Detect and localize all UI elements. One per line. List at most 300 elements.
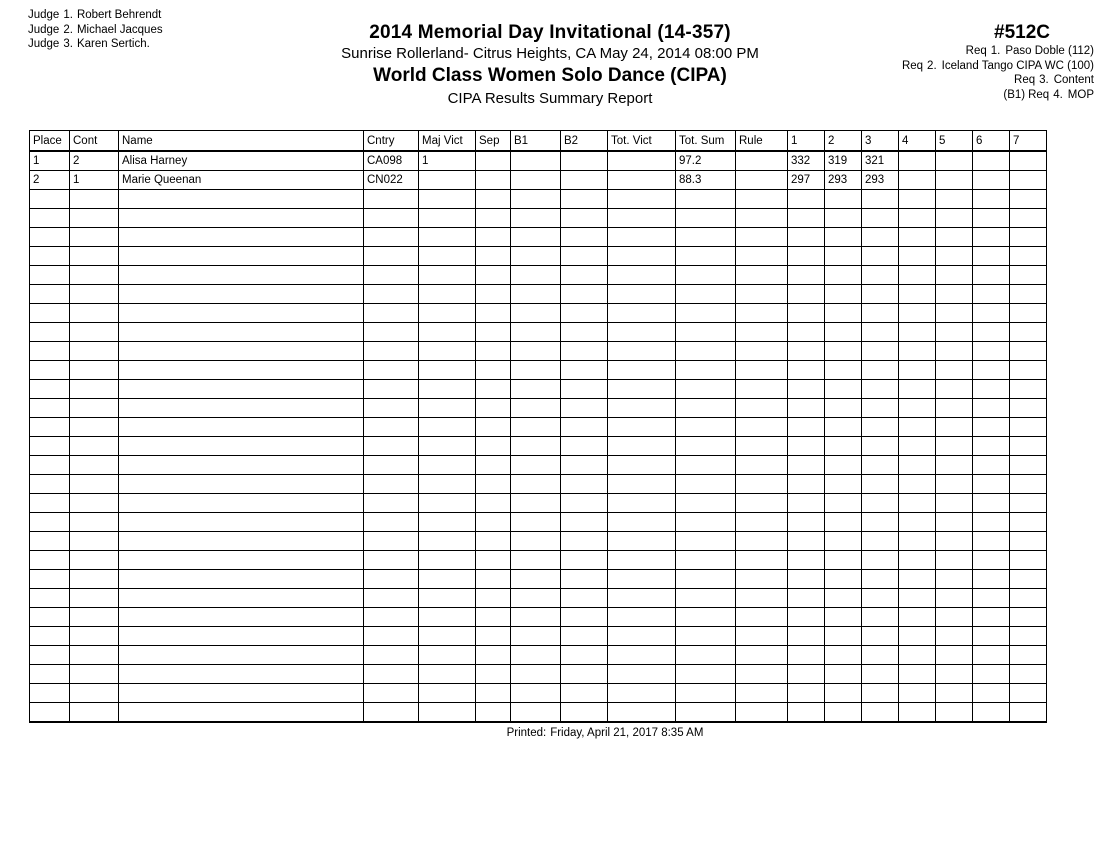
cell-tot-sum [676,646,736,665]
cell-cont [70,665,119,684]
cell-tot-sum [676,589,736,608]
cell-judge-1 [788,608,825,627]
cell-judge-3 [862,228,899,247]
cell-b2 [561,228,608,247]
cell-b1 [511,151,561,171]
cell-cont [70,190,119,209]
cell-rule [736,247,788,266]
table-row [30,266,1047,285]
cell-judge-3 [862,551,899,570]
cell-judge-6 [973,570,1010,589]
cell-judge-4 [899,532,936,551]
cell-tot-vict [608,551,676,570]
cell-cont [70,608,119,627]
cell-judge-2 [825,532,862,551]
cell-judge-6 [973,437,1010,456]
cell-place [30,323,70,342]
cell-judge-1 [788,399,825,418]
cell-judge-2 [825,190,862,209]
cell-judge-7 [1010,475,1047,494]
cell-cont [70,532,119,551]
cell-rule [736,570,788,589]
cell-judge-4 [899,418,936,437]
cell-name [119,342,364,361]
cell-judge-3 [862,285,899,304]
cell-place [30,570,70,589]
cell-tot-sum [676,228,736,247]
cell-judge-4 [899,285,936,304]
judge-label: Judge [28,23,60,36]
cell-b1 [511,171,561,190]
cell-judge-4 [899,380,936,399]
cell-sep [476,627,511,646]
cell-rule [736,589,788,608]
cell-judge-5 [936,494,973,513]
column-header-judge-6: 6 [973,131,1010,152]
cell-place [30,266,70,285]
cell-judge-7 [1010,513,1047,532]
cell-judge-5 [936,285,973,304]
table-row [30,418,1047,437]
cell-judge-7 [1010,151,1047,171]
table-body [30,151,1047,722]
cell-b2 [561,361,608,380]
table-row [30,589,1047,608]
cell-judge-3 [862,266,899,285]
cell-judge-6 [973,494,1010,513]
cell-name [119,266,364,285]
cell-tot-vict [608,494,676,513]
cell-b2 [561,171,608,190]
cell-name [119,247,364,266]
cell-tot-sum [676,380,736,399]
requirement-number: 4. [1053,88,1063,101]
cell-sep [476,475,511,494]
cell-judge-6 [973,418,1010,437]
cell-tot-sum [676,399,736,418]
judge-label: Judge [28,38,60,50]
cell-judge-6 [973,304,1010,323]
cell-cont [70,418,119,437]
cell-b2 [561,247,608,266]
cell-judge-3 [862,247,899,266]
cell-judge-7 [1010,703,1047,723]
cell-judge-1 [788,513,825,532]
cell-place [30,494,70,513]
cell-b2 [561,589,608,608]
cell-name [119,684,364,703]
cell-judge-6 [973,361,1010,380]
cell-b1 [511,589,561,608]
cell-rule [736,437,788,456]
table-row [30,513,1047,532]
cell-sep [476,266,511,285]
requirement-text: Iceland Tango CIPA WC (100) [941,59,1094,72]
judge-number: 2. [63,23,73,36]
cell-judge-4 [899,589,936,608]
cell-b2 [561,209,608,228]
cell-rule [736,266,788,285]
cell-judge-3 [862,589,899,608]
requirement-number: 3. [1039,74,1049,86]
cell-sep [476,494,511,513]
cell-judge-7 [1010,266,1047,285]
cell-judge-5 [936,171,973,190]
requirement-number: 1. [990,45,1001,57]
cell-judge-2 [825,551,862,570]
cell-cont [70,304,119,323]
cell-sep [476,361,511,380]
cell-b2 [561,608,608,627]
cell-rule [736,532,788,551]
cell-cont [70,266,119,285]
requirement-label: Req [1014,74,1036,86]
cell-judge-6 [973,151,1010,171]
cell-place [30,475,70,494]
cell-tot-sum [676,323,736,342]
cell-sep [476,323,511,342]
cell-b1 [511,608,561,627]
cell-b1 [511,532,561,551]
cell-name [119,437,364,456]
cell-judge-1 [788,646,825,665]
printed-label: Printed: [506,727,547,739]
cell-tot-vict [608,323,676,342]
requirement-text: Paso Doble (112) [1005,45,1094,57]
cell-tot-sum [676,665,736,684]
cell-b2 [561,399,608,418]
cell-place [30,437,70,456]
cell-tot-vict [608,380,676,399]
table-row [30,342,1047,361]
cell-b2 [561,342,608,361]
cell-sep [476,285,511,304]
cell-tot-vict [608,665,676,684]
cell-cntry [364,266,419,285]
cell-b2 [561,456,608,475]
cell-judge-6 [973,190,1010,209]
cell-rule [736,304,788,323]
cell-maj-vict: 1 [419,151,476,171]
cell-maj-vict [419,646,476,665]
cell-b1 [511,494,561,513]
cell-cntry [364,190,419,209]
cell-judge-5 [936,380,973,399]
requirement-label: Req [965,45,987,57]
cell-judge-1 [788,266,825,285]
cell-cont [70,475,119,494]
cell-maj-vict [419,418,476,437]
cell-judge-5 [936,627,973,646]
cell-tot-sum [676,627,736,646]
cell-rule [736,361,788,380]
cell-cont [70,361,119,380]
cell-b2 [561,266,608,285]
cell-rule [736,380,788,399]
cell-place [30,209,70,228]
cell-judge-7 [1010,380,1047,399]
cell-rule [736,190,788,209]
cell-maj-vict [419,437,476,456]
cell-cntry [364,437,419,456]
cell-b2 [561,323,608,342]
cell-place [30,342,70,361]
cell-rule [736,418,788,437]
column-header-b2: B2 [561,131,608,152]
cell-b1 [511,361,561,380]
cell-rule [736,646,788,665]
cell-judge-2 [825,342,862,361]
cell-cont [70,589,119,608]
cell-judge-1 [788,665,825,684]
cell-name [119,456,364,475]
cell-judge-6 [973,646,1010,665]
cell-maj-vict [419,703,476,723]
cell-b1 [511,285,561,304]
cell-judge-7 [1010,228,1047,247]
cell-judge-1 [788,551,825,570]
cell-judge-7 [1010,323,1047,342]
cell-b2 [561,475,608,494]
cell-tot-vict [608,399,676,418]
report-subtitle: CIPA Results Summary Report [447,90,653,107]
column-header-rule: Rule [736,131,788,152]
cell-judge-1 [788,627,825,646]
cell-cont [70,285,119,304]
cell-judge-7 [1010,304,1047,323]
cell-cntry [364,551,419,570]
cell-judge-3 [862,532,899,551]
cell-judge-2 [825,589,862,608]
cell-maj-vict [419,190,476,209]
cell-b2 [561,570,608,589]
cell-judge-4 [899,342,936,361]
cell-judge-7 [1010,608,1047,627]
cell-judge-4 [899,684,936,703]
table-header-row [30,131,1047,152]
cell-sep [476,570,511,589]
cell-judge-3 [862,684,899,703]
cell-place [30,665,70,684]
cell-cont [70,437,119,456]
cell-b1 [511,456,561,475]
judge-number: 1. [63,9,73,21]
cell-maj-vict [419,665,476,684]
cell-judge-3 [862,399,899,418]
cell-judge-3 [862,665,899,684]
cell-tot-sum [676,304,736,323]
cell-judge-2 [825,608,862,627]
cell-b1 [511,684,561,703]
cell-judge-3 [862,190,899,209]
cell-judge-2 [825,228,862,247]
cell-judge-4 [899,703,936,723]
cell-judge-3 [862,361,899,380]
cell-b2 [561,151,608,171]
cell-tot-vict [608,190,676,209]
cell-judge-7 [1010,190,1047,209]
table-row [30,209,1047,228]
cell-judge-4 [899,646,936,665]
cell-judge-3 [862,380,899,399]
cell-judge-4 [899,456,936,475]
cell-place [30,361,70,380]
cell-place [30,608,70,627]
cell-maj-vict [419,570,476,589]
cell-rule [736,494,788,513]
cell-cont [70,627,119,646]
cell-judge-4 [899,665,936,684]
cell-b2 [561,418,608,437]
cell-name [119,627,364,646]
cell-judge-2 [825,304,862,323]
cell-tot-sum [676,190,736,209]
table-row [30,627,1047,646]
cell-name [119,513,364,532]
cell-b2 [561,646,608,665]
cell-maj-vict [419,551,476,570]
cell-cntry [364,228,419,247]
cell-place [30,703,70,723]
cell-cont [70,228,119,247]
cell-name [119,665,364,684]
column-header-sep: Sep [476,131,511,152]
cell-tot-vict [608,285,676,304]
cell-b1 [511,247,561,266]
cell-tot-vict [608,456,676,475]
judge-line [28,8,163,23]
cell-judge-4 [899,171,936,190]
requirement-label: Req [1028,88,1050,101]
cell-place [30,589,70,608]
cell-tot-sum [676,494,736,513]
cell-judge-4 [899,437,936,456]
cell-name [119,475,364,494]
cell-rule [736,171,788,190]
cell-maj-vict [419,494,476,513]
cell-b1 [511,513,561,532]
cell-sep [476,171,511,190]
cell-judge-4 [899,151,936,171]
cell-name [119,323,364,342]
cell-maj-vict [419,228,476,247]
column-header-cont: Cont [70,131,119,152]
cell-tot-vict [608,627,676,646]
cell-b2 [561,437,608,456]
cell-judge-6 [973,456,1010,475]
cell-place [30,399,70,418]
cell-sep [476,532,511,551]
cell-cntry [364,513,419,532]
cell-sep [476,209,511,228]
cell-judge-1 [788,323,825,342]
cell-judge-4 [899,570,936,589]
class-title: World Class Women Solo Dance (CIPA) [373,65,727,86]
table-row [30,665,1047,684]
cell-judge-1 [788,456,825,475]
cell-b2 [561,665,608,684]
cell-cont [70,646,119,665]
table-row [30,247,1047,266]
cell-maj-vict [419,684,476,703]
cell-name [119,380,364,399]
cell-rule [736,228,788,247]
cell-judge-5 [936,513,973,532]
cell-judge-2 [825,266,862,285]
cell-rule [736,151,788,171]
cell-name [119,304,364,323]
cell-tot-sum: 88.3 [676,171,736,190]
cell-cntry [364,418,419,437]
judge-line [28,37,163,52]
cell-rule [736,323,788,342]
cell-cont [70,323,119,342]
cell-judge-7 [1010,247,1047,266]
cell-judge-5 [936,247,973,266]
cell-judge-2 [825,399,862,418]
cell-judge-5 [936,608,973,627]
cell-sep [476,418,511,437]
table-row [30,304,1047,323]
cell-tot-sum [676,437,736,456]
cell-name [119,228,364,247]
requirement-label: Req [901,59,924,72]
requirement-line [847,88,1097,103]
cell-name [119,285,364,304]
cell-judge-1: 297 [788,171,825,190]
cell-judge-7 [1010,418,1047,437]
cell-b2 [561,513,608,532]
cell-judge-5 [936,437,973,456]
cell-judge-3 [862,627,899,646]
cell-judge-2 [825,665,862,684]
cell-judge-6 [973,399,1010,418]
cell-maj-vict [419,513,476,532]
cell-sep [476,399,511,418]
cell-judge-1 [788,589,825,608]
cell-judge-2 [825,361,862,380]
cell-sep [476,151,511,171]
cell-judge-1 [788,494,825,513]
cell-tot-sum [676,456,736,475]
cell-judge-1 [788,361,825,380]
cell-sep [476,646,511,665]
table-row [30,380,1047,399]
cell-rule [736,627,788,646]
cell-judge-2 [825,456,862,475]
cell-maj-vict [419,361,476,380]
cell-judge-5 [936,456,973,475]
cell-b2 [561,703,608,723]
cell-b1 [511,399,561,418]
cell-judge-2 [825,703,862,723]
cell-maj-vict [419,589,476,608]
cell-b1 [511,304,561,323]
cell-judge-6 [973,247,1010,266]
cell-b2 [561,494,608,513]
cell-judge-3 [862,513,899,532]
cell-judge-5 [936,589,973,608]
cell-place: 1 [30,151,70,171]
cell-b2 [561,304,608,323]
cell-judge-2 [825,437,862,456]
cell-cntry [364,247,419,266]
cell-maj-vict [419,285,476,304]
judge-name: Michael Jacques [76,23,163,36]
cell-tot-vict [608,342,676,361]
cell-maj-vict [419,532,476,551]
cell-place [30,285,70,304]
